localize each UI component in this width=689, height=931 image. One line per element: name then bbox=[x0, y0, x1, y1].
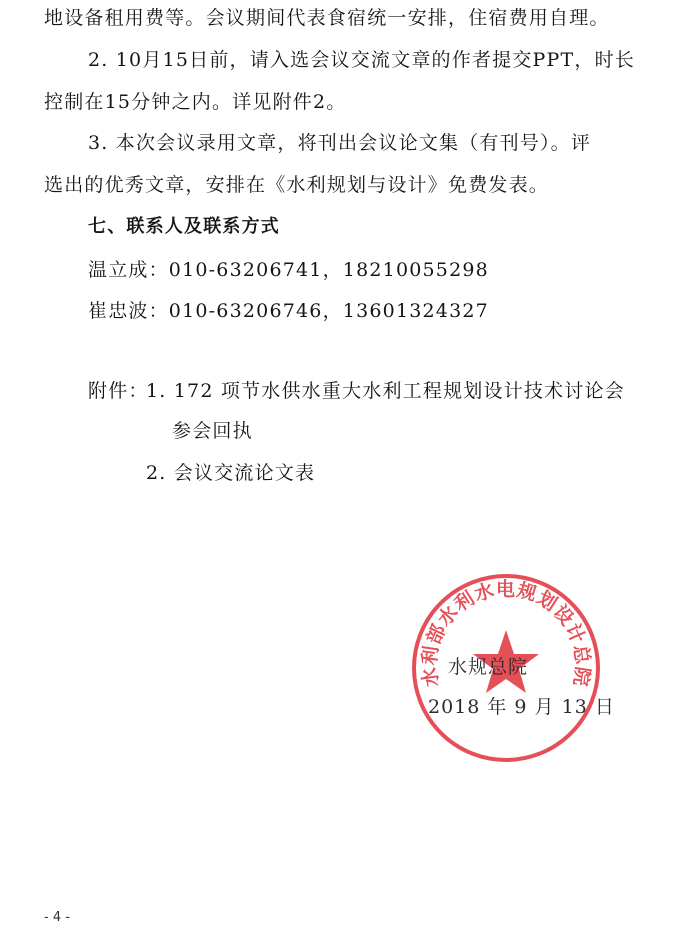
signing-date: 2018 年 9 月 13 日 bbox=[428, 696, 615, 718]
body-line-2: 2. 10月15日前，请入选会议交流文章的作者提交PPT，时长 bbox=[88, 49, 635, 71]
attachment-2: 2. 会议交流论文表 bbox=[146, 462, 316, 484]
contact-2: 崔忠波：010-63206746，13601324327 bbox=[88, 300, 489, 322]
body-line-4: 3. 本次会议录用文章，将刊出会议论文集（有刊号）。评 bbox=[88, 132, 592, 154]
contact-1: 温立成：010-63206741，18210055298 bbox=[88, 259, 489, 281]
seal-ring-text: 水利部水利水电规划设计总院 bbox=[418, 578, 594, 689]
attachment-1-line-1: 1. 172 项节水供水重大水利工程规划设计技术讨论会 bbox=[146, 380, 625, 402]
section-heading: 七、联系人及联系方式 bbox=[88, 216, 280, 237]
attachment-1-line-2: 参会回执 bbox=[172, 420, 253, 442]
body-line-1: 地设备租用费等。会议期间代表食宿统一安排，住宿费用自理。 bbox=[44, 7, 610, 29]
body-line-5: 选出的优秀文章，安排在《水利规划与设计》免费发表。 bbox=[44, 174, 550, 196]
signing-organization: 水规总院 bbox=[448, 656, 529, 678]
body-line-3: 控制在15分钟之内。详见附件2。 bbox=[44, 91, 347, 113]
page-number: - 4 - bbox=[44, 910, 70, 925]
attachments-label: 附件： bbox=[88, 380, 149, 402]
